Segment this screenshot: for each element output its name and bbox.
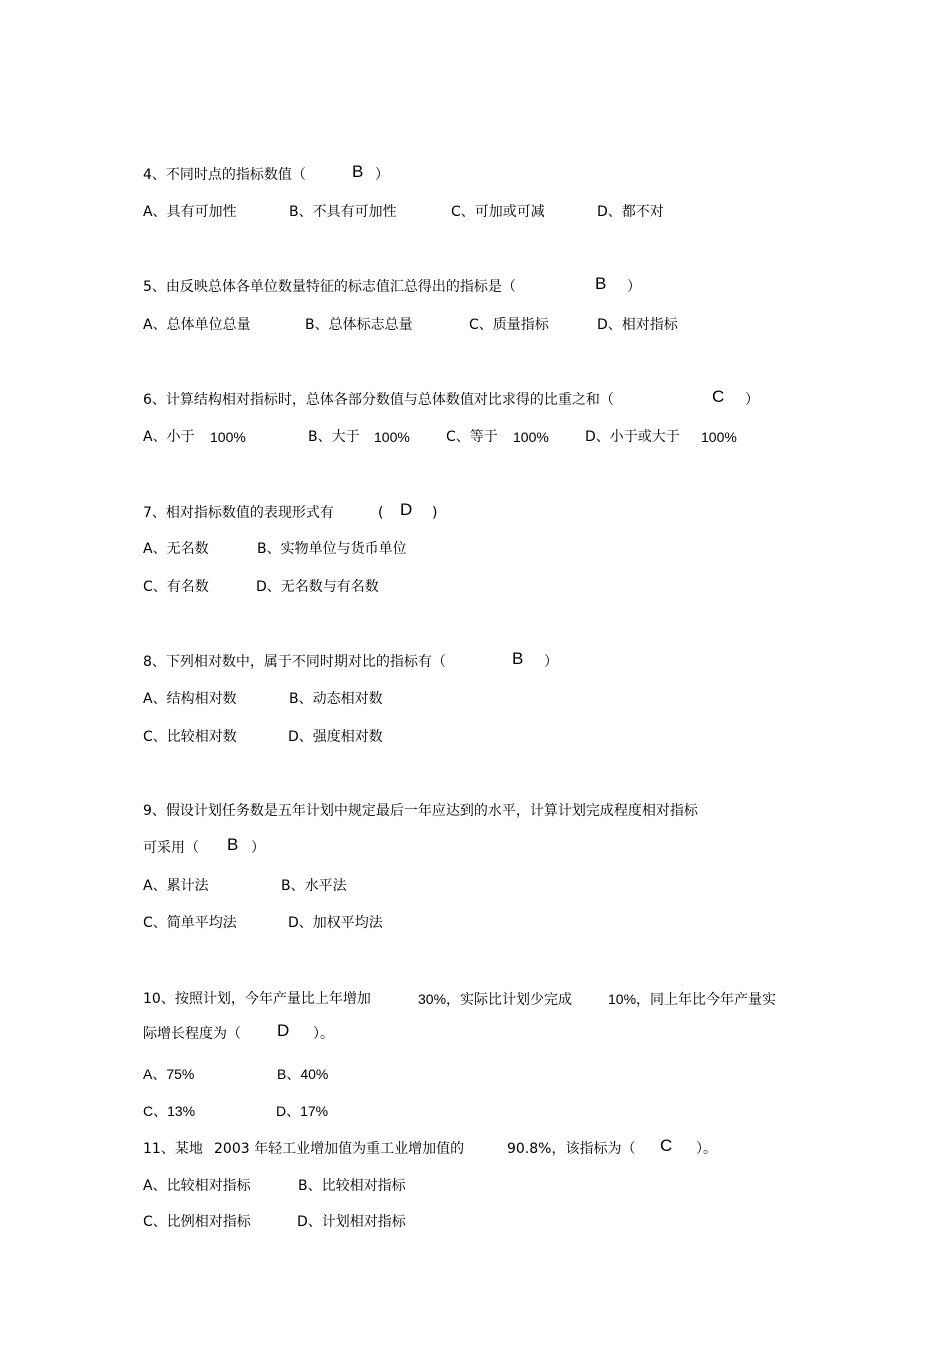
- answer-letter: C: [660, 1136, 673, 1155]
- option-a: A、具有可加性: [143, 204, 237, 220]
- option-d: D、强度相对数: [288, 729, 383, 745]
- question-text: 9、假设计划任务数是五年计划中规定最后一年应达到的水平，计算计划完成程度相对指标: [143, 803, 698, 819]
- option-a: A、总体单位总量: [143, 317, 251, 333]
- option-a-value: 100%: [210, 429, 246, 445]
- option-a: A、比较相对指标: [143, 1178, 251, 1194]
- question-text: 8、下列相对数中，属于不同时期对比的指标有（: [143, 654, 446, 670]
- option-b: B、水平法: [281, 878, 347, 894]
- option-a: A、无名数: [143, 541, 209, 557]
- option-c-value: 100%: [513, 429, 549, 445]
- question-text: 2003 年轻工业增加值为重工业增加值的: [214, 1141, 465, 1157]
- bracket: ）。: [696, 1141, 717, 1157]
- option-a: A、75%: [143, 1066, 195, 1082]
- option-d: D、无名数与有名数: [256, 579, 379, 595]
- bracket: ）: [375, 167, 389, 183]
- answer-letter: B: [512, 649, 524, 668]
- question-text: 6、计算结构相对指标时，总体各部分数值与总体数值对比求得的比重之和（: [143, 392, 614, 408]
- answer-letter: C: [712, 387, 725, 406]
- option-c: C、可加或可减: [451, 204, 545, 220]
- question-text: 7、相对指标数值的表现形式有: [143, 505, 334, 521]
- bracket: ）。: [313, 1026, 334, 1042]
- question-text: 10、按照计划，今年产量比上年增加: [143, 991, 371, 1007]
- option-d-value: 100%: [701, 429, 737, 445]
- bracket: ）: [745, 392, 759, 408]
- option-c: C、比较相对数: [143, 729, 237, 745]
- option-b: B、比较相对指标: [298, 1178, 406, 1194]
- answer-letter: B: [595, 274, 607, 293]
- option-c: C、质量指标: [469, 317, 549, 333]
- answer-letter: B: [227, 835, 239, 854]
- option-b: B、实物单位与货币单位: [257, 541, 407, 557]
- bracket: ）: [544, 654, 558, 670]
- option-c: C、比例相对指标: [143, 1214, 251, 1230]
- option-d: D、加权平均法: [288, 915, 383, 931]
- option-b: B、总体标志总量: [305, 317, 413, 333]
- option-b: B、40%: [277, 1066, 329, 1082]
- option-b: B、不具有可加性: [289, 204, 397, 220]
- option-c: C、简单平均法: [143, 915, 237, 931]
- question-text: 可采用（: [143, 840, 199, 856]
- bracket: ）: [627, 279, 641, 295]
- option-d: D、17%: [276, 1103, 329, 1119]
- option-a: A、累计法: [143, 878, 209, 894]
- question-text: 90.8%，该指标为（: [507, 1141, 636, 1157]
- question-text: 5、由反映总体各单位数量特征的标志值汇总得出的指标是（: [143, 279, 516, 295]
- bracket: ）: [251, 840, 265, 856]
- question-text: 4、不同时点的指标数值（: [143, 167, 306, 183]
- option-d: D、小于或大于: [585, 429, 680, 445]
- bracket: ): [432, 505, 438, 521]
- answer-letter: B: [352, 162, 364, 181]
- option-d: D、计划相对指标: [297, 1214, 406, 1230]
- question-text: 30%，实际比计划少完成: [418, 991, 573, 1007]
- option-a: A、小于: [143, 429, 195, 445]
- option-b: B、大于: [308, 429, 360, 445]
- option-d: D、相对指标: [597, 317, 678, 333]
- option-b-value: 100%: [374, 429, 410, 445]
- option-c: C、有名数: [143, 579, 209, 595]
- bracket: (: [378, 505, 384, 521]
- question-text: 10%，同上年比今年产量实: [608, 991, 777, 1007]
- option-a: A、结构相对数: [143, 691, 237, 707]
- option-c: C、等于: [446, 429, 498, 445]
- option-d: D、都不对: [597, 204, 664, 220]
- question-text: 11、某地: [143, 1141, 203, 1157]
- option-c: C、13%: [143, 1103, 196, 1119]
- option-b: B、动态相对数: [289, 691, 383, 707]
- question-text: 际增长程度为（: [143, 1026, 241, 1042]
- answer-letter: D: [277, 1021, 290, 1040]
- answer-letter: D: [400, 500, 413, 519]
